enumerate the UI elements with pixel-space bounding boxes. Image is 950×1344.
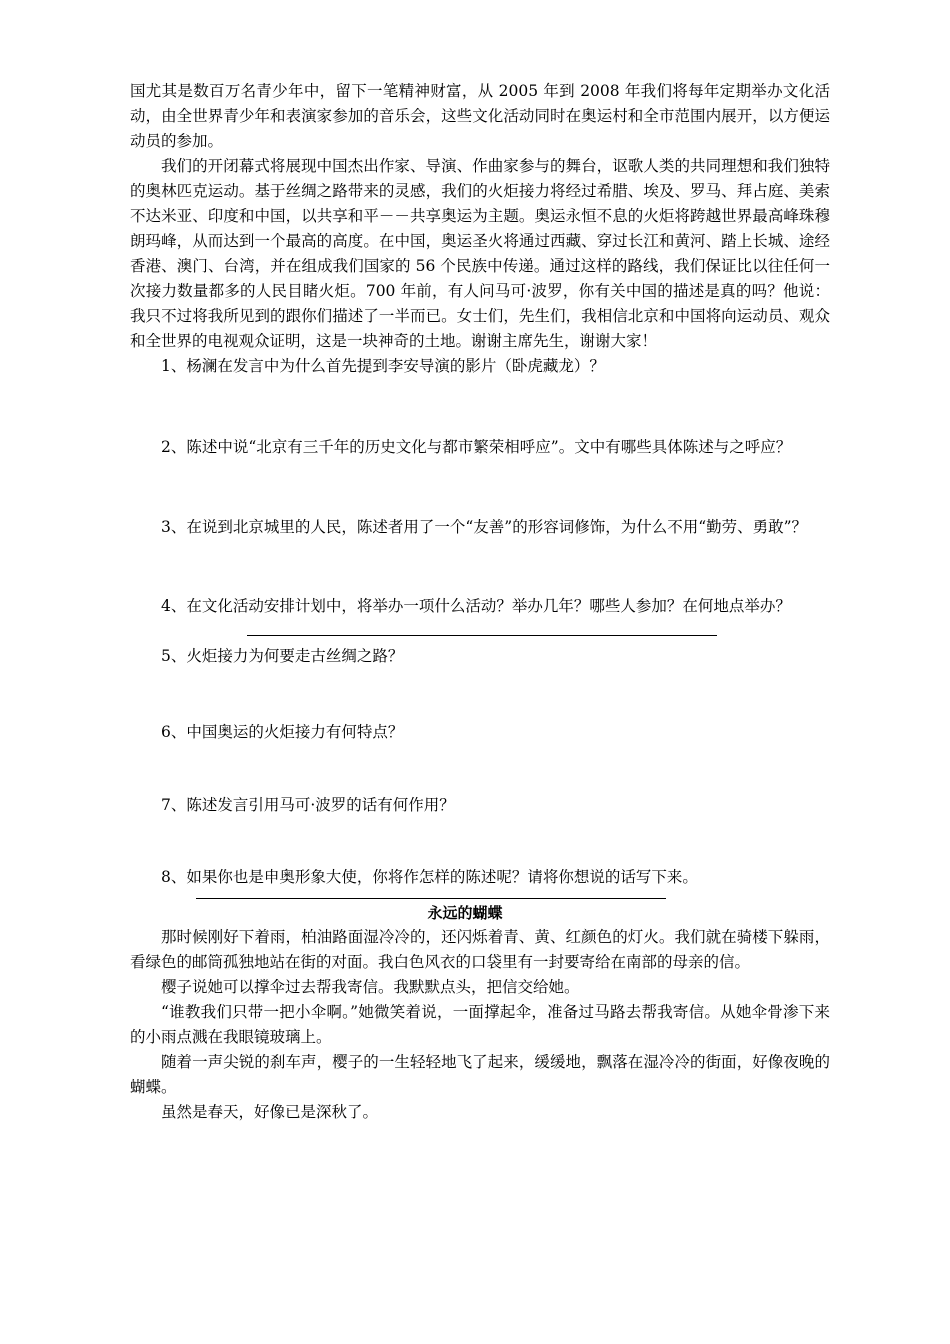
- question-4: [130, 594, 830, 644]
- document-page: [130, 79, 830, 1125]
- question-4-text: 4、在文化活动安排计划中，将举办一项什么活动？举办几年？哪些人参加？在何地点举办？: [161, 597, 791, 615]
- answer-space-3[interactable]: [130, 540, 830, 594]
- answer-space-2[interactable]: [130, 460, 830, 515]
- question-7: 7、陈述发言引用马可·波罗的话有何作用？: [161, 796, 455, 814]
- answer-line-4[interactable]: [247, 621, 717, 636]
- question-1: 1、杨澜在发言中为什么首先提到李安导演的影片（卧虎藏龙）？: [161, 357, 605, 375]
- question-6: 6、中国奥运的火炬接力有何特点？: [161, 723, 404, 741]
- question-2: 2、陈述中说“北京有三千年的历史文化与都市繁荣相呼应”。文中有哪些具体陈述与之呼应？: [161, 438, 792, 456]
- passage-paragraph-2: 我们的开闭幕式将展现中国杰出作家、导演、作曲家参与的舞台，讴歌人类的共同理想和我们独特的奥林匹克运动。基于丝绸之路带来的灵感，我们的火炬接力将经过希腊、埃及、罗马、拜占庭、美索不达米亚、印度和中国，以共享和平－－共享奥运为主题。奥运永恒不息的火炬将跨越世界最高峰珠穆朗玛峰，从而达到一个最高的高度。在中国，奥运圣火将通过西藏、穿过长江和黄河、踏上长城、途经香港、澳门、台湾，并在组成我们国家的 56 个民族中传递。通过这样的路线，我们保证比以往任何一次接力数量都多的人民目睹火炬。700 年前，有人问马可·波罗，你有关中国的描述是真的吗？他说：我只不过将我所见到的跟你们描述了一半而已。女士们，先生们，我相信北京和中国将向运动员、观众和全世界的电视观众证明，这是一块神奇的土地。谢谢主席先生，谢谢大家！: [130, 157, 830, 350]
- question-5: 5、火炬接力为何要走古丝绸之路？: [161, 647, 404, 665]
- answer-space-5[interactable]: [130, 669, 830, 720]
- story-paragraph-1: 那时候刚好下着雨，柏油路面湿冷冷的，还闪烁着青、黄、红颜色的灯火。我们就在骑楼下躲雨，看绿色的邮筒孤独地站在街的对面。我白色风衣的口袋里有一封要寄给在南部的母亲的信。: [130, 928, 830, 971]
- answer-space-6[interactable]: [130, 745, 830, 793]
- answer-space-7[interactable]: [130, 818, 830, 865]
- question-8: 8、如果你也是申奥形象大使，你将作怎样的陈述呢？请将你想说的话写下来。: [161, 868, 698, 886]
- answer-space-1[interactable]: [130, 379, 830, 435]
- answer-line-8[interactable]: [196, 898, 666, 899]
- story-paragraph-3: “谁教我们只带一把小伞啊。”她微笑着说，一面撑起伞，准备过马路去帮我寄信。从她伞骨渗下来的小雨点溅在我眼镜玻璃上。: [130, 1003, 830, 1046]
- story-title: 永远的蝴蝶: [427, 904, 503, 922]
- story-paragraph-5: 虽然是春天，好像已是深秋了。: [161, 1103, 379, 1121]
- question-3: 3、在说到北京城里的人民，陈述者用了一个“友善”的形容词修饰，为什么不用“勤劳、勇敢”？: [161, 518, 808, 536]
- passage-paragraph-1: 国尤其是数百万名青少年中，留下一笔精神财富，从 2005 年到 2008 年我们将每年定期举办文化活动，由全世界青少年和表演家参加的音乐会，这些文化活动同时在奥运村和全市范围内展开，以方便运动员的参加。: [130, 82, 830, 150]
- story-paragraph-4: 随着一声尖锐的刹车声，樱子的一生轻轻地飞了起来，缓缓地，飘落在湿冷冷的街面，好像夜晚的蝴蝶。: [130, 1053, 830, 1096]
- story-paragraph-2: 樱子说她可以撑伞过去帮我寄信。我默默点头，把信交给她。: [161, 978, 580, 996]
